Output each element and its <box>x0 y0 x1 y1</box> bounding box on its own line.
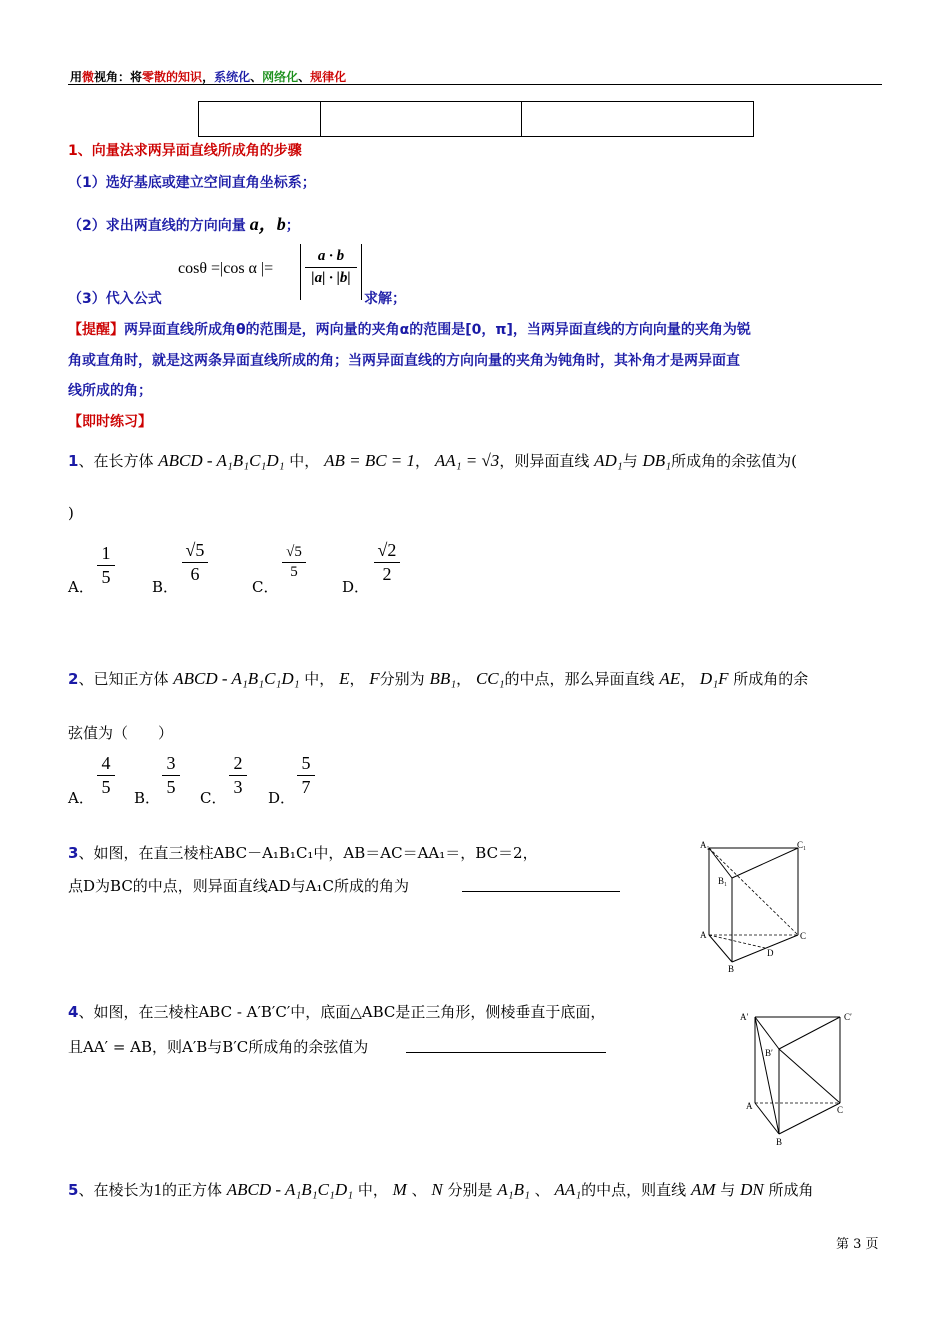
label-d: D <box>767 948 774 958</box>
denominator: 5 <box>290 564 298 580</box>
q4-text-1: 如图，在三棱柱ABC - A′B′C′中，底面△ABC是正三角形，侧棱垂直于底面， <box>93 1003 606 1021</box>
diagonal <box>779 1049 840 1103</box>
table-divider <box>521 102 522 136</box>
q1-option-d-label: D． <box>342 578 370 596</box>
q1-option-d-fraction <box>374 540 400 585</box>
step-2-vars: a，b <box>249 214 286 234</box>
step-3-prefix: （3）代入公式 <box>68 291 162 307</box>
q1-m1: ABCD - A₁B₁C₁D₁ <box>158 451 285 470</box>
q1-t6: 所成角的余弦值为( <box>671 452 797 470</box>
q2-t2: 中， <box>304 670 335 688</box>
fraction-bar <box>97 775 115 776</box>
q2-m7: D₁F <box>699 669 729 688</box>
q1-t5: 与 <box>622 452 638 470</box>
label-c-prime: C′ <box>844 1012 852 1022</box>
q1-option-a-label: A． <box>68 578 94 596</box>
q2-t4: 分别为 <box>379 670 425 688</box>
label-b1: B₁ <box>718 876 728 886</box>
q2-t6: 的中点，那么异面直线 <box>504 670 655 688</box>
formula-numerator: a · b <box>317 248 345 264</box>
q5-m2: ABCD - A₁B₁C₁D₁ <box>226 1180 354 1199</box>
q2-t5: ， <box>456 670 472 688</box>
q5-m6: AA₁ <box>554 1180 582 1199</box>
reminder-line-2: 角或直角时，就是这两条异面直线所成的角；当两异面直线的方向向量的夹角为钝角时，其补角才是两异面直 <box>68 353 740 369</box>
header-part: 用 <box>70 70 83 84</box>
q3-sep: 、 <box>78 844 94 862</box>
label-b: B <box>776 1137 783 1147</box>
denominator: 5 <box>101 777 111 797</box>
q3-text-1: 如图，在直三棱柱ABC－A₁B₁C₁中，AB＝AC＝AA₁＝，BC＝2， <box>93 844 538 862</box>
question-number: 3 <box>68 844 79 862</box>
numerator: 5 <box>301 753 311 773</box>
denominator: 3 <box>233 777 243 797</box>
label-b: B <box>728 964 735 974</box>
denominator: 5 <box>101 567 111 587</box>
q5-m8: DN <box>740 1180 764 1199</box>
label-a-prime: A′ <box>740 1012 749 1022</box>
fraction-bar <box>97 565 115 566</box>
q2-t3: ， <box>349 670 365 688</box>
reminder-line-1 <box>68 319 751 339</box>
question-number: 1 <box>68 452 79 470</box>
edge <box>709 935 732 962</box>
q1-option-b-label: B． <box>152 578 179 596</box>
q5-t1: 在棱长为 <box>93 1181 154 1199</box>
q5-m7: AM <box>690 1180 716 1199</box>
reminder-text-1: 两异面直线所成角θ的范围是，两向量的夹角α的范围是[0，π]，当两异面直线的方向向量的夹角为锐 <box>124 322 751 338</box>
numerator: 2 <box>233 753 243 773</box>
question-5 <box>68 1175 813 1205</box>
q5-t8: 与 <box>720 1181 736 1199</box>
fraction-bar <box>282 562 306 563</box>
q2-t1: 已知正方体 <box>93 670 169 688</box>
label-a: A <box>700 930 707 940</box>
q2-m6: AE <box>659 669 681 688</box>
fraction-bar <box>229 775 247 776</box>
question-2 <box>68 664 808 694</box>
figure-q4-prism <box>736 1006 860 1150</box>
formula-fraction <box>300 244 362 300</box>
fraction-bar <box>182 562 208 563</box>
q5-t6: 、 <box>534 1181 550 1199</box>
q2-option-d-label: D． <box>268 789 296 807</box>
header-part: 规律化 <box>310 70 347 84</box>
step-3-suffix: 求解； <box>364 291 406 307</box>
label-c: C <box>800 931 807 941</box>
q1-close: ) <box>68 504 74 522</box>
header-rule <box>68 84 882 85</box>
q1-option-c-label: C． <box>252 578 279 596</box>
q2-m5: CC₁ <box>475 669 505 688</box>
q5-m4: N <box>431 1180 443 1199</box>
q5-t4: 、 <box>411 1181 427 1199</box>
q2-m3: F <box>369 669 380 688</box>
q4-sep: 、 <box>78 1003 94 1021</box>
step-2-suffix: ； <box>285 218 300 234</box>
fraction-bar <box>162 775 180 776</box>
step-1: （1）选好基底或建立空间直角坐标系； <box>68 175 316 191</box>
header-part: 微 <box>82 70 95 84</box>
q5-m1: 1 <box>153 1180 162 1199</box>
q1-t4: ，则异面直线 <box>499 452 590 470</box>
fraction-bar <box>374 562 400 563</box>
q2-t8: 所成角的余 <box>733 670 809 688</box>
diagonal <box>755 1017 779 1134</box>
empty-table <box>198 101 754 137</box>
q5-t9: 所成角 <box>768 1181 814 1199</box>
header-part: 系统化 <box>214 70 251 84</box>
page-header <box>70 68 346 85</box>
header-part: 、 <box>250 70 263 84</box>
step-2 <box>68 210 300 236</box>
label-a1: A₁ <box>700 840 710 850</box>
numerator: √5 <box>185 540 205 560</box>
question-4-line-2: 且AA′ = AB，则A′B与B′C所成角的余弦值为 <box>68 1038 369 1056</box>
header-part: 零散的知识 <box>142 70 203 84</box>
q1-m3: AA₁ = √3 <box>434 451 500 470</box>
reminder-line-3: 线所成的角； <box>68 383 152 399</box>
practice-title: 【即时练习】 <box>68 414 152 430</box>
steps-title: 1、向量法求两异面直线所成角的步骤 <box>68 143 302 159</box>
q2-option-d-fraction <box>297 753 315 798</box>
numerator: 1 <box>101 543 111 563</box>
q2-option-a-label: A． <box>68 789 94 807</box>
q2-m2: E <box>339 669 350 688</box>
label-c1: C₁ <box>797 840 807 850</box>
header-part: ， <box>202 70 215 84</box>
formula-bar <box>305 267 357 268</box>
q5-t2: 的正方体 <box>161 1181 222 1199</box>
header-part: 网络化 <box>262 70 299 84</box>
q5-t7: 的中点，则直线 <box>581 1181 687 1199</box>
question-number: 2 <box>68 670 79 688</box>
q3-answer-blank[interactable] <box>462 891 620 892</box>
q2-t7: ， <box>680 670 696 688</box>
q2-option-c-label: C． <box>200 789 227 807</box>
q2-m4: BB₁ <box>429 669 457 688</box>
header-part: 、 <box>298 70 311 84</box>
edge <box>732 848 798 878</box>
numerator: √5 <box>286 544 302 560</box>
q2-option-b-fraction <box>162 753 180 798</box>
q1-option-c-fraction <box>282 544 306 581</box>
numerator: 4 <box>101 753 111 773</box>
question-3-line-1 <box>68 842 538 863</box>
q1-t1: 在长方体 <box>93 452 154 470</box>
edge <box>779 1103 840 1134</box>
q2-option-c-fraction <box>229 753 247 798</box>
q2-sep: 、 <box>78 670 94 688</box>
label-a: A <box>746 1101 753 1111</box>
question-number: 5 <box>68 1181 79 1199</box>
label-b-prime: B′ <box>765 1048 773 1058</box>
header-part: 视角：将 <box>94 70 143 84</box>
q1-m2: AB = BC = 1 <box>324 451 416 470</box>
reminder-tag: 【提醒】 <box>68 322 124 338</box>
fraction-bar <box>297 775 315 776</box>
edge <box>709 848 732 878</box>
q5-sep: 、 <box>78 1181 94 1199</box>
q2-option-b-label: B． <box>134 789 161 807</box>
dashed-edge <box>709 935 765 948</box>
q1-m4: AD₁ <box>594 451 623 470</box>
label-c: C <box>837 1105 844 1115</box>
q2-option-a-fraction <box>97 753 115 798</box>
question-1 <box>68 446 797 476</box>
question-3-line-2: 点D为BC的中点，则异面直线AD与A₁C所成的角为 <box>68 877 409 895</box>
numerator: 3 <box>166 753 176 773</box>
q5-t3: 中， <box>357 1181 388 1199</box>
denominator: 5 <box>166 777 176 797</box>
question-number: 4 <box>68 1003 79 1021</box>
q1-option-b-fraction <box>182 540 208 585</box>
q4-answer-blank[interactable] <box>406 1052 606 1053</box>
q5-t5: 分别是 <box>447 1181 493 1199</box>
q5-m5: A₁B₁ <box>497 1180 530 1199</box>
step-2-prefix: （2）求出两直线的方向向量 <box>68 218 246 234</box>
page-number: 第 3 页 <box>836 1237 879 1252</box>
q5-m3: M <box>392 1180 407 1199</box>
numerator: √2 <box>377 540 397 560</box>
edge <box>779 1017 840 1049</box>
q2-m1: ABCD - A₁B₁C₁D₁ <box>173 669 300 688</box>
question-4-line-1 <box>68 1001 605 1022</box>
denominator: 6 <box>190 564 200 584</box>
denominator: 7 <box>301 777 311 797</box>
dashed-edge <box>709 848 798 935</box>
denominator: 2 <box>382 564 392 584</box>
formula-left: cosθ =|cos α |= <box>178 260 274 277</box>
formula-denominator: |a| · |b| <box>311 270 351 286</box>
q1-t2: 中， <box>289 452 320 470</box>
q1-option-a-fraction <box>97 543 115 588</box>
figure-q3-prism <box>698 838 814 978</box>
edge <box>732 935 798 962</box>
table-divider <box>320 102 321 136</box>
q2-line-2: 弦值为（ ） <box>68 724 174 742</box>
q1-sep: 、 <box>78 452 94 470</box>
q1-m5: DB₁ <box>642 451 672 470</box>
q1-t3: ， <box>415 452 431 470</box>
